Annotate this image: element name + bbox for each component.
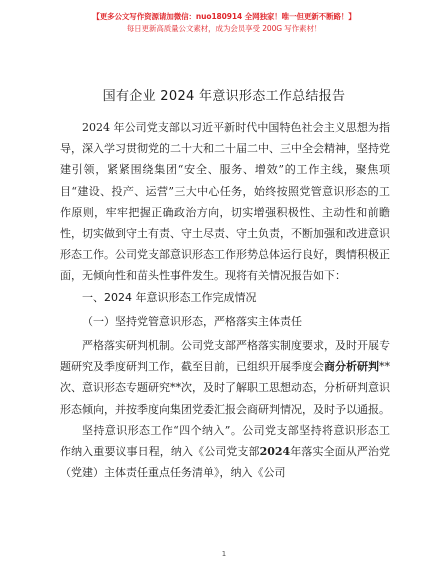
document-title: 国有企业 2024 年意识形态工作总结报告	[102, 89, 346, 104]
promo-banner-line-1: 【更多公文写作资源请加微信：nuo180914 全网独家！唯一但更新不断路！】	[92, 12, 356, 21]
bold-text: 商分析研判	[324, 360, 379, 374]
promo-banner-line-2: 每日更新高质量公文素材，成为会员享受 200G 写作素材！	[126, 24, 322, 33]
body-paragraph-research	[60, 335, 390, 420]
intro-paragraph: 2024 年公司党支部以习近平新时代中国特色社会主义思想为指导，深入学习贯彻党的二十大和二十届二中、三中全会精神，坚持党建引领，紧紧围绕集团“安全、服务、增效”的工作主线，聚焦项目“建设、投产、运营”三大中心任务，始终按照党管意识形态的工作原则，牢牢把握正确政治方向，切实增强积极性、主动性和前瞻性，切实做到守土有责、守土尽责、守土负责，不断加强和改进意识形态工作。公司党支部意识形态工作形势总体运行良好，舆情积极正面，无倾向性和苗头性事件发生。现将有关情况报告如下：	[60, 121, 390, 283]
paragraph-text: 坚持意识形态工作“四个纳入”。公司党支部坚持将意识形态工作纳入重要议事日程，纳入《公司党支部	[60, 423, 390, 459]
subsection-heading: （一）坚持党管意识形态，严格落实主体责任	[82, 314, 302, 328]
page-number: 1	[221, 550, 227, 558]
paragraph-text: 年落实全面从严治党（党建）主体责任重点任务清单》，纳入《公司	[60, 445, 391, 480]
paragraph-text: **次、意识形态专题研究**次，及时了解职工思想动态，分析研判意识形态倾向，并按季度向集团党委汇报会商研判情况，及时予以通报。	[60, 360, 390, 416]
paragraph-text: 严格落实研判机制。公司党支部严格落实制度要求，及时开展专题研究及季度研判工作，截至目前，已组织开展季度会	[60, 339, 390, 374]
bold-text: 2024	[259, 445, 291, 459]
body-paragraph-four-inclusions	[60, 420, 390, 484]
section-heading: 一、2024 年意识形态工作完成情况	[82, 290, 257, 304]
document-body	[60, 117, 390, 483]
